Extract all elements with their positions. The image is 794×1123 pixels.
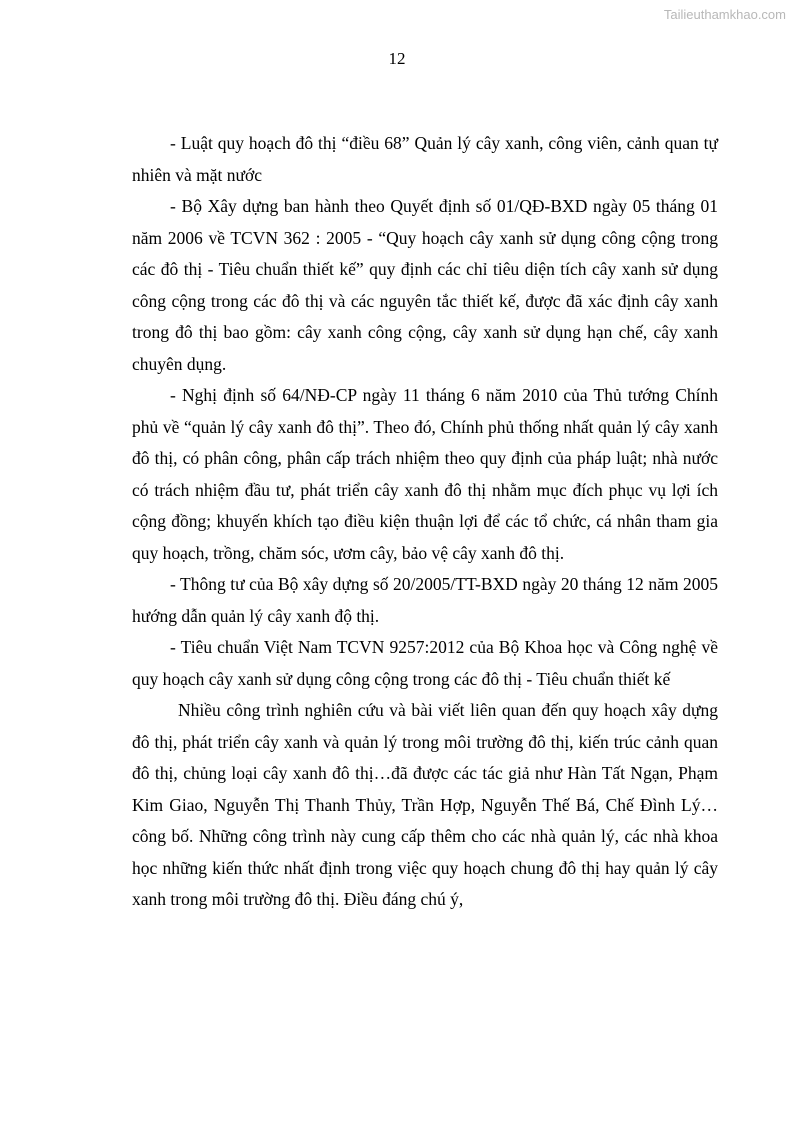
paragraph-thong-tu-20: - Thông tư của Bộ xây dựng số 20/2005/TT-BXD ngày 20 tháng 12 năm 2005 hướng dẫn quản lý cây xanh độ thị.: [132, 574, 718, 626]
watermark-text: Tailieuthamkhao.com: [663, 7, 786, 22]
paragraph-tcvn-9257: - Tiêu chuẩn Việt Nam TCVN 9257:2012 của Bộ Khoa học và Công nghệ về quy hoạch cây xanh sử dụng công cộng trong các đô thị - Tiêu chuẩn thiết kế: [132, 637, 718, 689]
paragraph-nghi-dinh-64: - Nghị định số 64/NĐ-CP ngày 11 tháng 6 năm 2010 của Thủ tướng Chính phủ về “quản lý cây xanh đô thị”. Theo đó, Chính phủ thống nhất quản lý cây xanh đô thị, có phân công, phân cấp trách nhiệm theo quy định của pháp luật; nhà nước có trách nhiệm đầu tư, phát triển cây xanh đô thị nhằm mục đích phục vụ lợi ích cộng đồng; khuyến khích tạo điều kiện thuận lợi để các tổ chức, cá nhân tham gia quy hoạch, trồng, chăm sóc, ươm cây, bảo vệ cây xanh đô thị.: [132, 385, 718, 563]
paragraph-luat-quy-hoach: - Luật quy hoạch đô thị “điều 68” Quản lý cây xanh, công viên, cảnh quan tự nhiên và mặt nước: [132, 133, 718, 185]
paragraph-quyet-dinh-bxd: - Bộ Xây dựng ban hành theo Quyết định số 01/QĐ-BXD ngày 05 tháng 01 năm 2006 về TCVN 362 : 2005 - “Quy hoạch cây xanh sử dụng công cộng trong các đô thị - Tiêu chuẩn thiết kế” quy định các chỉ tiêu diện tích cây xanh sử dụng công cộng trong các đô thị và các nguyên tắc thiết kế, được đã xác định cây xanh trong đô thị bao gồm: cây xanh công cộng, cây xanh sử dụng hạn chế, cây xanh chuyên dụng.: [132, 196, 718, 374]
page-number: 12: [388, 49, 406, 68]
document-body: [132, 128, 718, 916]
paragraph-research-works: Nhiều công trình nghiên cứu và bài viết liên quan đến quy hoạch xây dựng đô thị, phát triển cây xanh và quản lý trong môi trường đô thị, kiến trúc cảnh quan đô thị, chủng loại cây xanh đô thị…đã được các tác giả như Hàn Tất Ngạn, Phạm Kim Giao, Nguyễn Thị Thanh Thủy, Trần Hợp, Nguyễn Thế Bá, Chế Đình Lý…công bố. Những công trình này cung cấp thêm cho các nhà quản lý, các nhà khoa học những kiến thức nhất định trong việc quy hoạch chung đô thị hay quản lý cây xanh trong môi trường đô thị. Điều đáng chú ý,: [132, 700, 718, 909]
